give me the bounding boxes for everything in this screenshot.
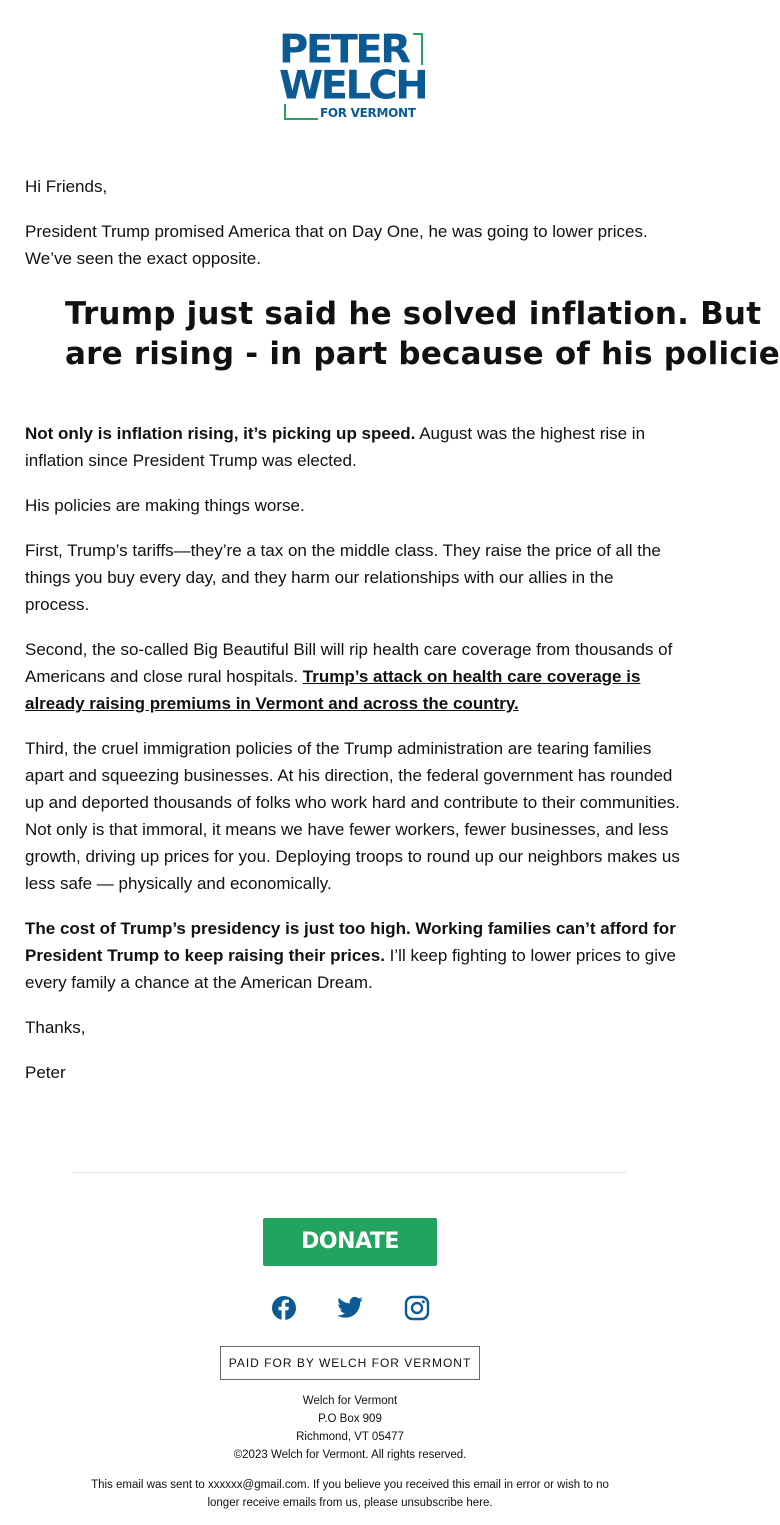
headline-image [65, 294, 780, 380]
twitter-icon [336, 1294, 364, 1322]
footer-city: Richmond, VT 05477 [296, 1431, 404, 1443]
paragraph-cost-rest: I’ll keep fighting to lower prices to give every family a chance at the American Dream. [25, 946, 676, 992]
paragraph-cost-bold: The cost of Trump’s presidency is just too high. Working families can’t afford for President Trump to keep raising their prices. [25, 919, 676, 965]
logo-line-3: FOR VERMONT [320, 106, 416, 120]
headline-line-2: are rising - in part because of his policie [65, 336, 780, 372]
facebook-icon [270, 1294, 298, 1322]
instagram-icon [403, 1294, 431, 1322]
paragraph-health-care [25, 636, 680, 717]
logo-line-2: WELCH [279, 63, 427, 109]
paid-for-disclaimer: PAID FOR BY WELCH FOR VERMONT [220, 1346, 480, 1380]
headline-line-1: Trump just said he solved inflation. But [65, 296, 762, 332]
unsubscribe-notice: This email was sent to xxxxxx@gmail.com. If you believe you received this email in error or wish to no longer receive emails from us, please unsubscribe here. [91, 1479, 609, 1509]
facebook-link[interactable] [270, 1294, 298, 1322]
paragraph-inflation-rest: August was the highest rise in inflation since President Trump was elected. [25, 424, 646, 470]
health-care-link[interactable]: Trump’s attack on health care coverage is already raising premiums in Vermont and across the country. [25, 667, 641, 713]
greeting: Hi Friends, [25, 177, 108, 196]
intro-paragraph: President Trump promised America that on Day One, he was going to lower prices. We’ve seen the exact opposite. [25, 222, 648, 268]
paragraph-tariffs: First, Trump’s tariffs—they’re a tax on the middle class. They raise the price of all the things you buy every day, and they harm our relationships with our allies in the process. [25, 541, 661, 614]
signoff: Thanks, [25, 1018, 86, 1037]
signature: Peter [25, 1063, 66, 1082]
instagram-link[interactable] [403, 1294, 431, 1322]
donate-button[interactable]: DONATE [263, 1218, 437, 1266]
footer-divider [73, 1172, 626, 1173]
logo-bracket-bottom [284, 104, 318, 120]
paragraph-health-care-text: Second, the so-called Big Beautiful Bill will rip health care coverage from thousands of Americans and close rural hospitals. [25, 640, 673, 686]
footer-copyright: ©2023 Welch for Vermont. All rights reserved. [233, 1449, 467, 1461]
paragraph-immigration: Third, the cruel immigration policies of the Trump administration are tearing families apart and squeezing businesses. At his direction, the federal government has rounded up and deported thousands of folks who work hard and contribute to their communities. Not only is that immoral, it means we have fewer workers, fewer businesses, and less growth, driving up prices for you. Deploying troops to round up our neighbors makes us less safe — physically and economically. [25, 739, 680, 893]
footer-org: Welch for Vermont [302, 1395, 398, 1407]
logo-line-1: PETER [279, 27, 409, 73]
paragraph-inflation-bold: Not only is inflation rising, it’s picking up speed. [25, 424, 416, 443]
twitter-link[interactable] [336, 1294, 364, 1322]
paragraph-policies: His policies are making things worse. [25, 496, 305, 515]
logo-bracket-top [413, 33, 423, 65]
paragraph-inflation [25, 420, 680, 474]
footer-po-box: P.O Box 909 [318, 1413, 382, 1425]
logo [277, 27, 427, 122]
paragraph-cost [25, 915, 680, 996]
